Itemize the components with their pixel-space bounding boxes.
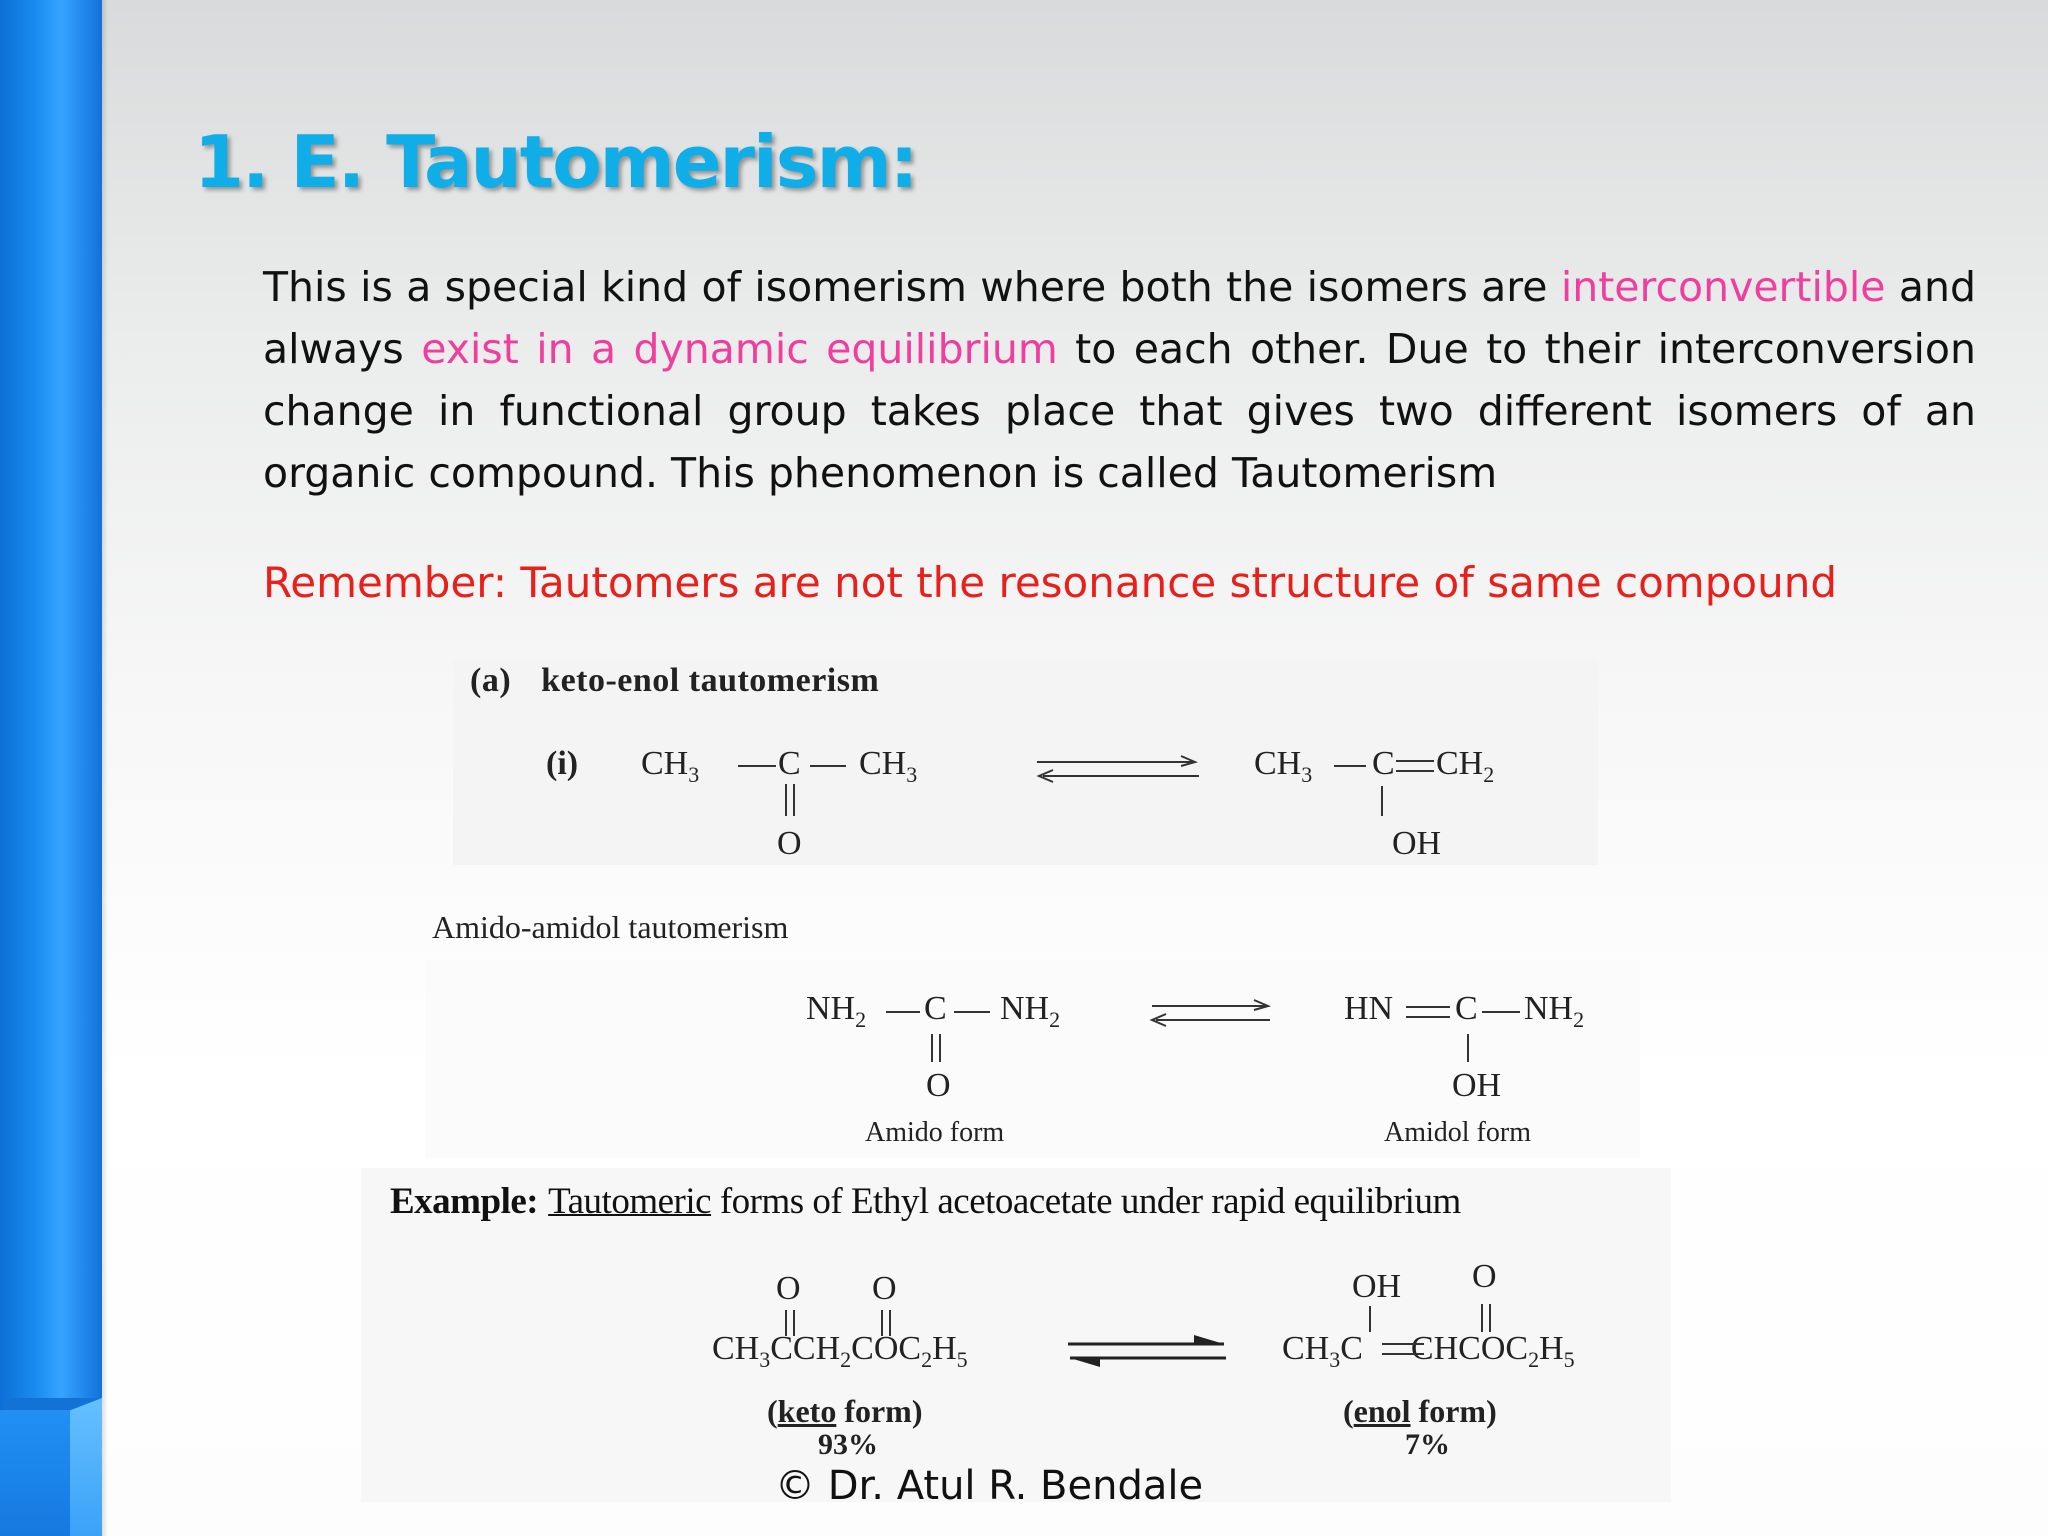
amido-amidol-heading: Amido-amidol tautomerism: [432, 909, 789, 945]
example-underlined-word: Tautomeric: [548, 1181, 712, 1222]
enol-caption: (enol form): [1343, 1393, 1497, 1429]
keto-formula: $CH_3CCH_2COC_2H_5$: [712, 1330, 968, 1372]
acetone-carbon: C: [778, 745, 801, 782]
keto-oxygen-1: O: [776, 1270, 801, 1307]
slide-title: 1. E. Tautomerism:: [194, 120, 917, 204]
side-cube-side: [70, 1398, 102, 1536]
enol-percent: 7%: [1405, 1428, 1450, 1461]
amidol-nh2: $NH_2$: [1524, 990, 1585, 1032]
amidol-oh: OH: [1452, 1067, 1502, 1104]
copyright-footer: © Dr. Atul R. Bendale: [775, 1463, 1204, 1509]
acetone-keto: [641, 745, 699, 788]
equilibrium-arrow-a: [1033, 752, 1203, 788]
remember-note: Remember: Tautomers are not the resonance structure of same compound: [263, 558, 1837, 607]
figure-a-label: keto-enol tautomerism: [541, 662, 880, 699]
amido-carbon: C: [924, 990, 947, 1027]
enol-oh: OH: [1392, 825, 1442, 862]
item-i-label: (i): [546, 745, 579, 782]
ch3-right: $CH_3$: [859, 745, 918, 787]
side-accent-shadow: [102, 0, 108, 1536]
amidol-form-caption: Amidol form: [1384, 1117, 1531, 1148]
side-accent-bar: [0, 0, 102, 1536]
definition-text-2: and always: [263, 263, 1976, 373]
definition-paragraph: [263, 256, 1976, 504]
ch3-left: $CH_3$: [641, 745, 700, 787]
amido-nh2-right: $NH_2$: [1000, 990, 1061, 1032]
equilibrium-arrow-c: [1062, 1332, 1232, 1372]
enol-carbon: C: [1372, 745, 1395, 782]
equilibrium-arrow-b: [1148, 996, 1273, 1032]
enol-formula: $CH_3C$ $CHCOC_2H_5$: [1282, 1330, 1575, 1372]
keto-enol-heading: [470, 662, 879, 700]
example-rest: forms of Ethyl acetoacetate under rapid equilibrium: [711, 1181, 1461, 1222]
enol-oh-group: OH: [1352, 1268, 1402, 1305]
definition-text-3: to each other. Due to their interconversion change in functional group takes place that gives two different isomers of an organic compound. This phenomenon is called Tautomerism: [263, 325, 1976, 497]
definition-text-1: This is a special kind of isomerism where both the isomers are: [263, 263, 1561, 311]
enol-double-bond: [1372, 1334, 1432, 1364]
keto-oxygen-2: O: [872, 1270, 897, 1307]
example-heading: [390, 1180, 1461, 1223]
highlight-interconvertible: interconvertible: [1560, 263, 1886, 311]
enol-oxygen: O: [1472, 1258, 1497, 1295]
amido-nh2-left: $NH_2$: [806, 990, 867, 1032]
amido-form-caption: Amido form: [865, 1117, 1005, 1148]
highlight-dynamic-equilibrium: exist in a dynamic equilibrium: [421, 325, 1058, 373]
figure-a-tag: (a): [470, 662, 512, 699]
example-prefix: Example:: [390, 1181, 539, 1222]
amidol-hn: HN: [1344, 990, 1394, 1027]
acetone-oxygen: O: [777, 825, 802, 862]
amidol-carbon: C: [1455, 990, 1478, 1027]
side-cube-face: [0, 1410, 70, 1536]
keto-percent: 93%: [818, 1428, 878, 1461]
acetone-bonds: [718, 748, 968, 868]
amido-oxygen: O: [926, 1067, 951, 1104]
amido-bonds: [880, 994, 1100, 1084]
enol-ch2: $CH_2$: [1436, 745, 1495, 787]
keto-caption: (keto form): [767, 1393, 923, 1429]
enol-ch3: $CH_3$: [1254, 745, 1313, 787]
